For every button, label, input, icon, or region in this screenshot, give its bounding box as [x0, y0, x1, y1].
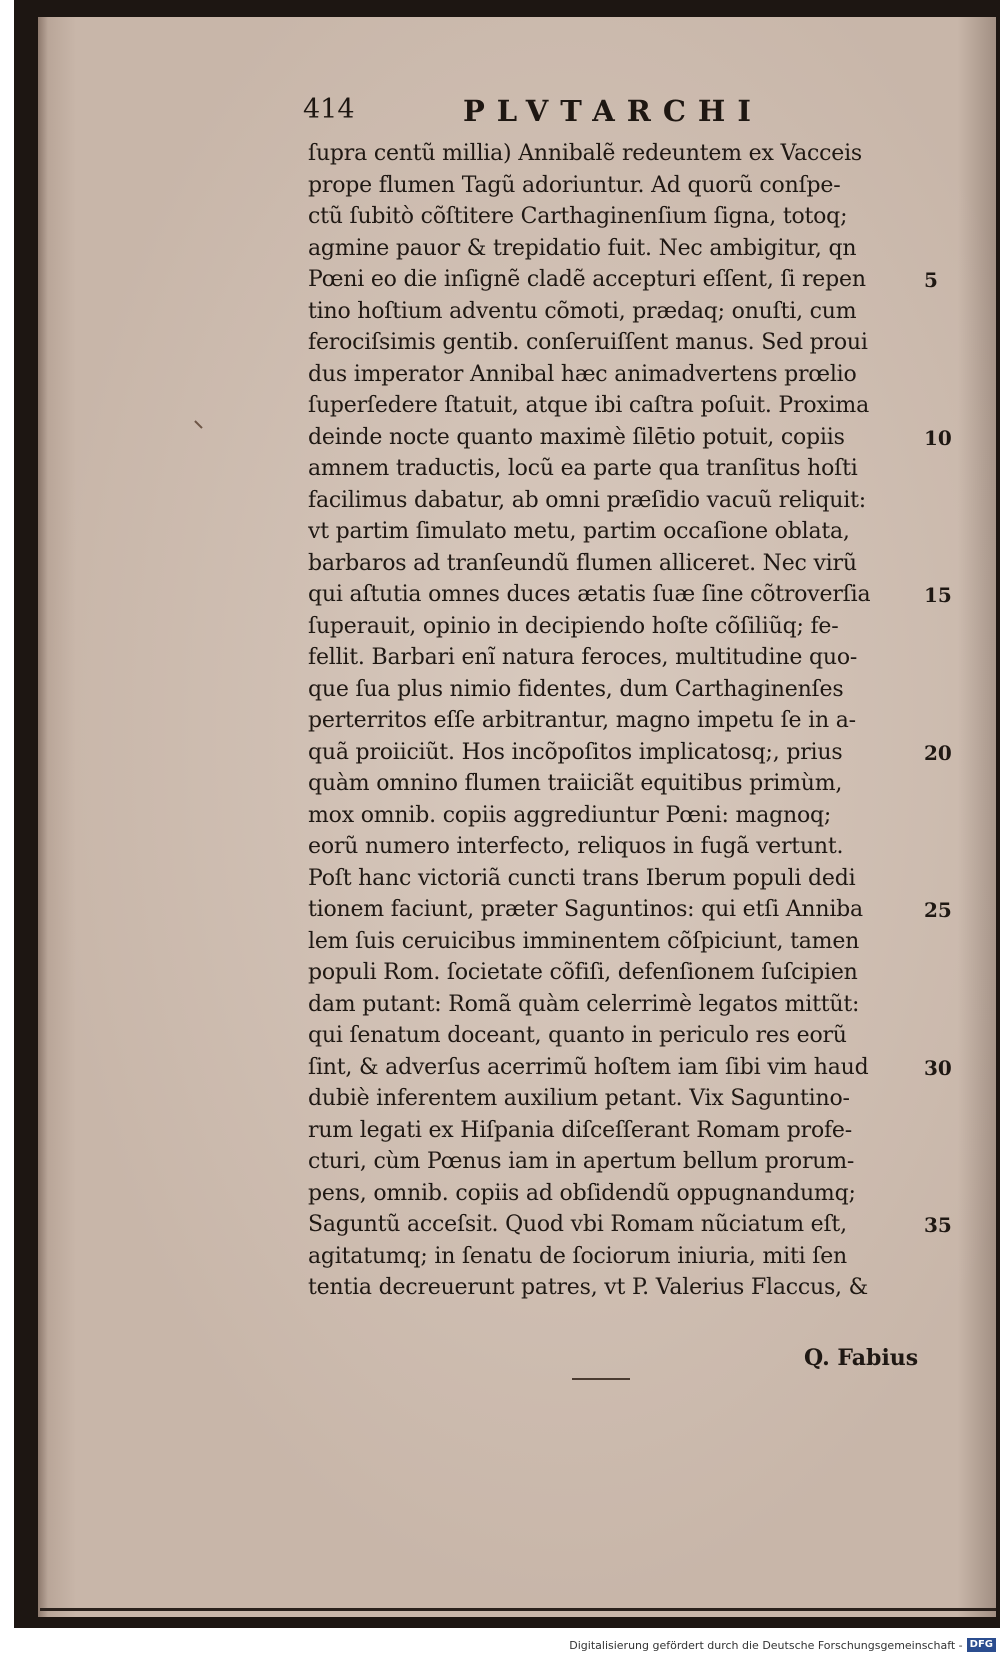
text-line: vt partim ſimulato metu, partim occaſione oblata,: [308, 519, 850, 544]
text-line: tentia decreuerunt patres, vt P. Valerius Flaccus, &: [308, 1275, 869, 1300]
running-head: PLVTARCHI: [463, 94, 763, 128]
text-line: dubiè inferentem auxilium petant. Vix Saguntino-: [308, 1086, 850, 1111]
dfg-logo: DFG: [967, 1638, 996, 1652]
page-header: [303, 94, 823, 134]
text-line: ſuperſedere ſtatuit, atque ibi caſtra poſuit. Proxima: [308, 393, 870, 418]
text-line: Poſt hanc victoriã cuncti trans Iberum populi dedi: [308, 865, 856, 891]
text-line: deinde nocte quanto maximè ſilētio potuit, copiis: [308, 424, 845, 450]
margin-line-number: 15: [924, 583, 952, 607]
text-line: agitatumq; in ſenatu de ſociorum iniuria, miti ſen: [308, 1243, 847, 1269]
text-line: quã proiiciũt. Hos incõpoſitos implicatosq;, prius: [308, 739, 843, 765]
margin-line-number: 30: [924, 1055, 952, 1080]
margin-line-number: 35: [924, 1213, 952, 1237]
text-line: qui aſtutia omnes duces ætatis ſuæ ſine cõtroverſia: [308, 582, 871, 607]
catchword: Q. Fabius: [804, 1345, 919, 1371]
text-line: dam putant: Romã quàm celerrimè legatos mittũt:: [308, 991, 860, 1017]
text-line: tino hoſtium adventu cõmoti, prædaq; onuſti, cum: [308, 298, 857, 324]
text-line: ſuperauit, opinio in decipiendo hoſte cõſiliũq; fe-: [308, 613, 839, 639]
text-line: facilimus dabatur, ab omni præſidio vacuũ reliquit:: [308, 487, 866, 513]
text-line: pens, omnib. copiis ad obſidendũ oppugnandumq;: [308, 1180, 856, 1206]
text-line: populi Rom. ſocietate cõfiſi, defenſionem ſuſcipien: [308, 960, 858, 985]
text-line: rum legati ex Hiſpania diſceſſerant Romam profe-: [308, 1117, 852, 1143]
page-bottom-edge: [40, 1608, 996, 1611]
margin-line-number: 5: [924, 268, 938, 292]
footer-credit: [569, 1636, 996, 1654]
text-line: prope flumen Tagũ adoriuntur. Ad quorũ conſpe-: [308, 172, 841, 198]
text-line: ctũ ſubitò cõſtitere Carthaginenſium ſigna, totoq;: [308, 204, 848, 229]
text-line: agmine pauor & trepidatio fuit. Nec ambigitur, qn: [308, 235, 857, 261]
text-line: qui ſenatum doceant, quanto in periculo res eorũ: [308, 1023, 847, 1048]
page-number: 414: [303, 94, 355, 125]
text-line: eorũ numero interfecto, reliquos in fugã vertunt.: [308, 834, 844, 859]
text-line: fellit. Barbari enĩ natura feroces, multitudine quo-: [308, 645, 858, 670]
text-line: ſint, & adverſus acerrimũ hoſtem iam ſibi vim haud: [308, 1054, 869, 1080]
text-line: mox omnib. copiis aggrediuntur Pœni: magnoq;: [308, 802, 832, 828]
text-line: ferociſsimis gentib. conſeruiſſent manus. Sed proui: [308, 330, 868, 355]
text-line: ſupra centũ millia) Annibalẽ redeuntem ex Vacceis: [308, 141, 863, 166]
text-line: que ſua plus nimio fidentes, dum Carthaginenſes: [308, 676, 844, 702]
margin-line-number: 25: [924, 898, 952, 922]
funding-credit-text: Digitalisierung gefördert durch die Deutsche Forschungsgemeinschaft -: [569, 1638, 963, 1652]
text-line: perterritos eſſe arbitrantur, magno impetu ſe in a-: [308, 708, 856, 733]
body-text: [308, 138, 920, 1304]
text-line: tionem faciunt, præter Saguntinos: qui etſi Anniba: [308, 897, 863, 922]
margin-line-number: 10: [924, 425, 952, 450]
text-line: quàm omnino flumen traiiciãt equitibus primùm,: [308, 771, 843, 796]
margin-line-number: 20: [924, 740, 952, 765]
text-line: Pœni eo die inſignẽ cladẽ accepturi eſſent, ſi repen: [308, 267, 866, 292]
text-line: amnem traductis, locũ ea parte qua tranſitus hoſti: [308, 456, 858, 481]
text-line: Saguntũ acceſsit. Quod vbi Romam nũciatum eſt,: [308, 1212, 847, 1237]
page-gutter-shadow: [38, 17, 48, 1617]
end-rule: [572, 1378, 630, 1380]
text-line: cturi, cùm Pœnus iam in apertum bellum prorum-: [308, 1149, 855, 1174]
text-line: dus imperator Annibal hæc animadvertens prœlio: [308, 361, 857, 387]
text-line: barbaros ad tranſeundũ flumen alliceret. Nec virũ: [308, 550, 857, 576]
text-line: lem ſuis ceruicibus imminentem cõſpiciunt, tamen: [308, 928, 860, 954]
